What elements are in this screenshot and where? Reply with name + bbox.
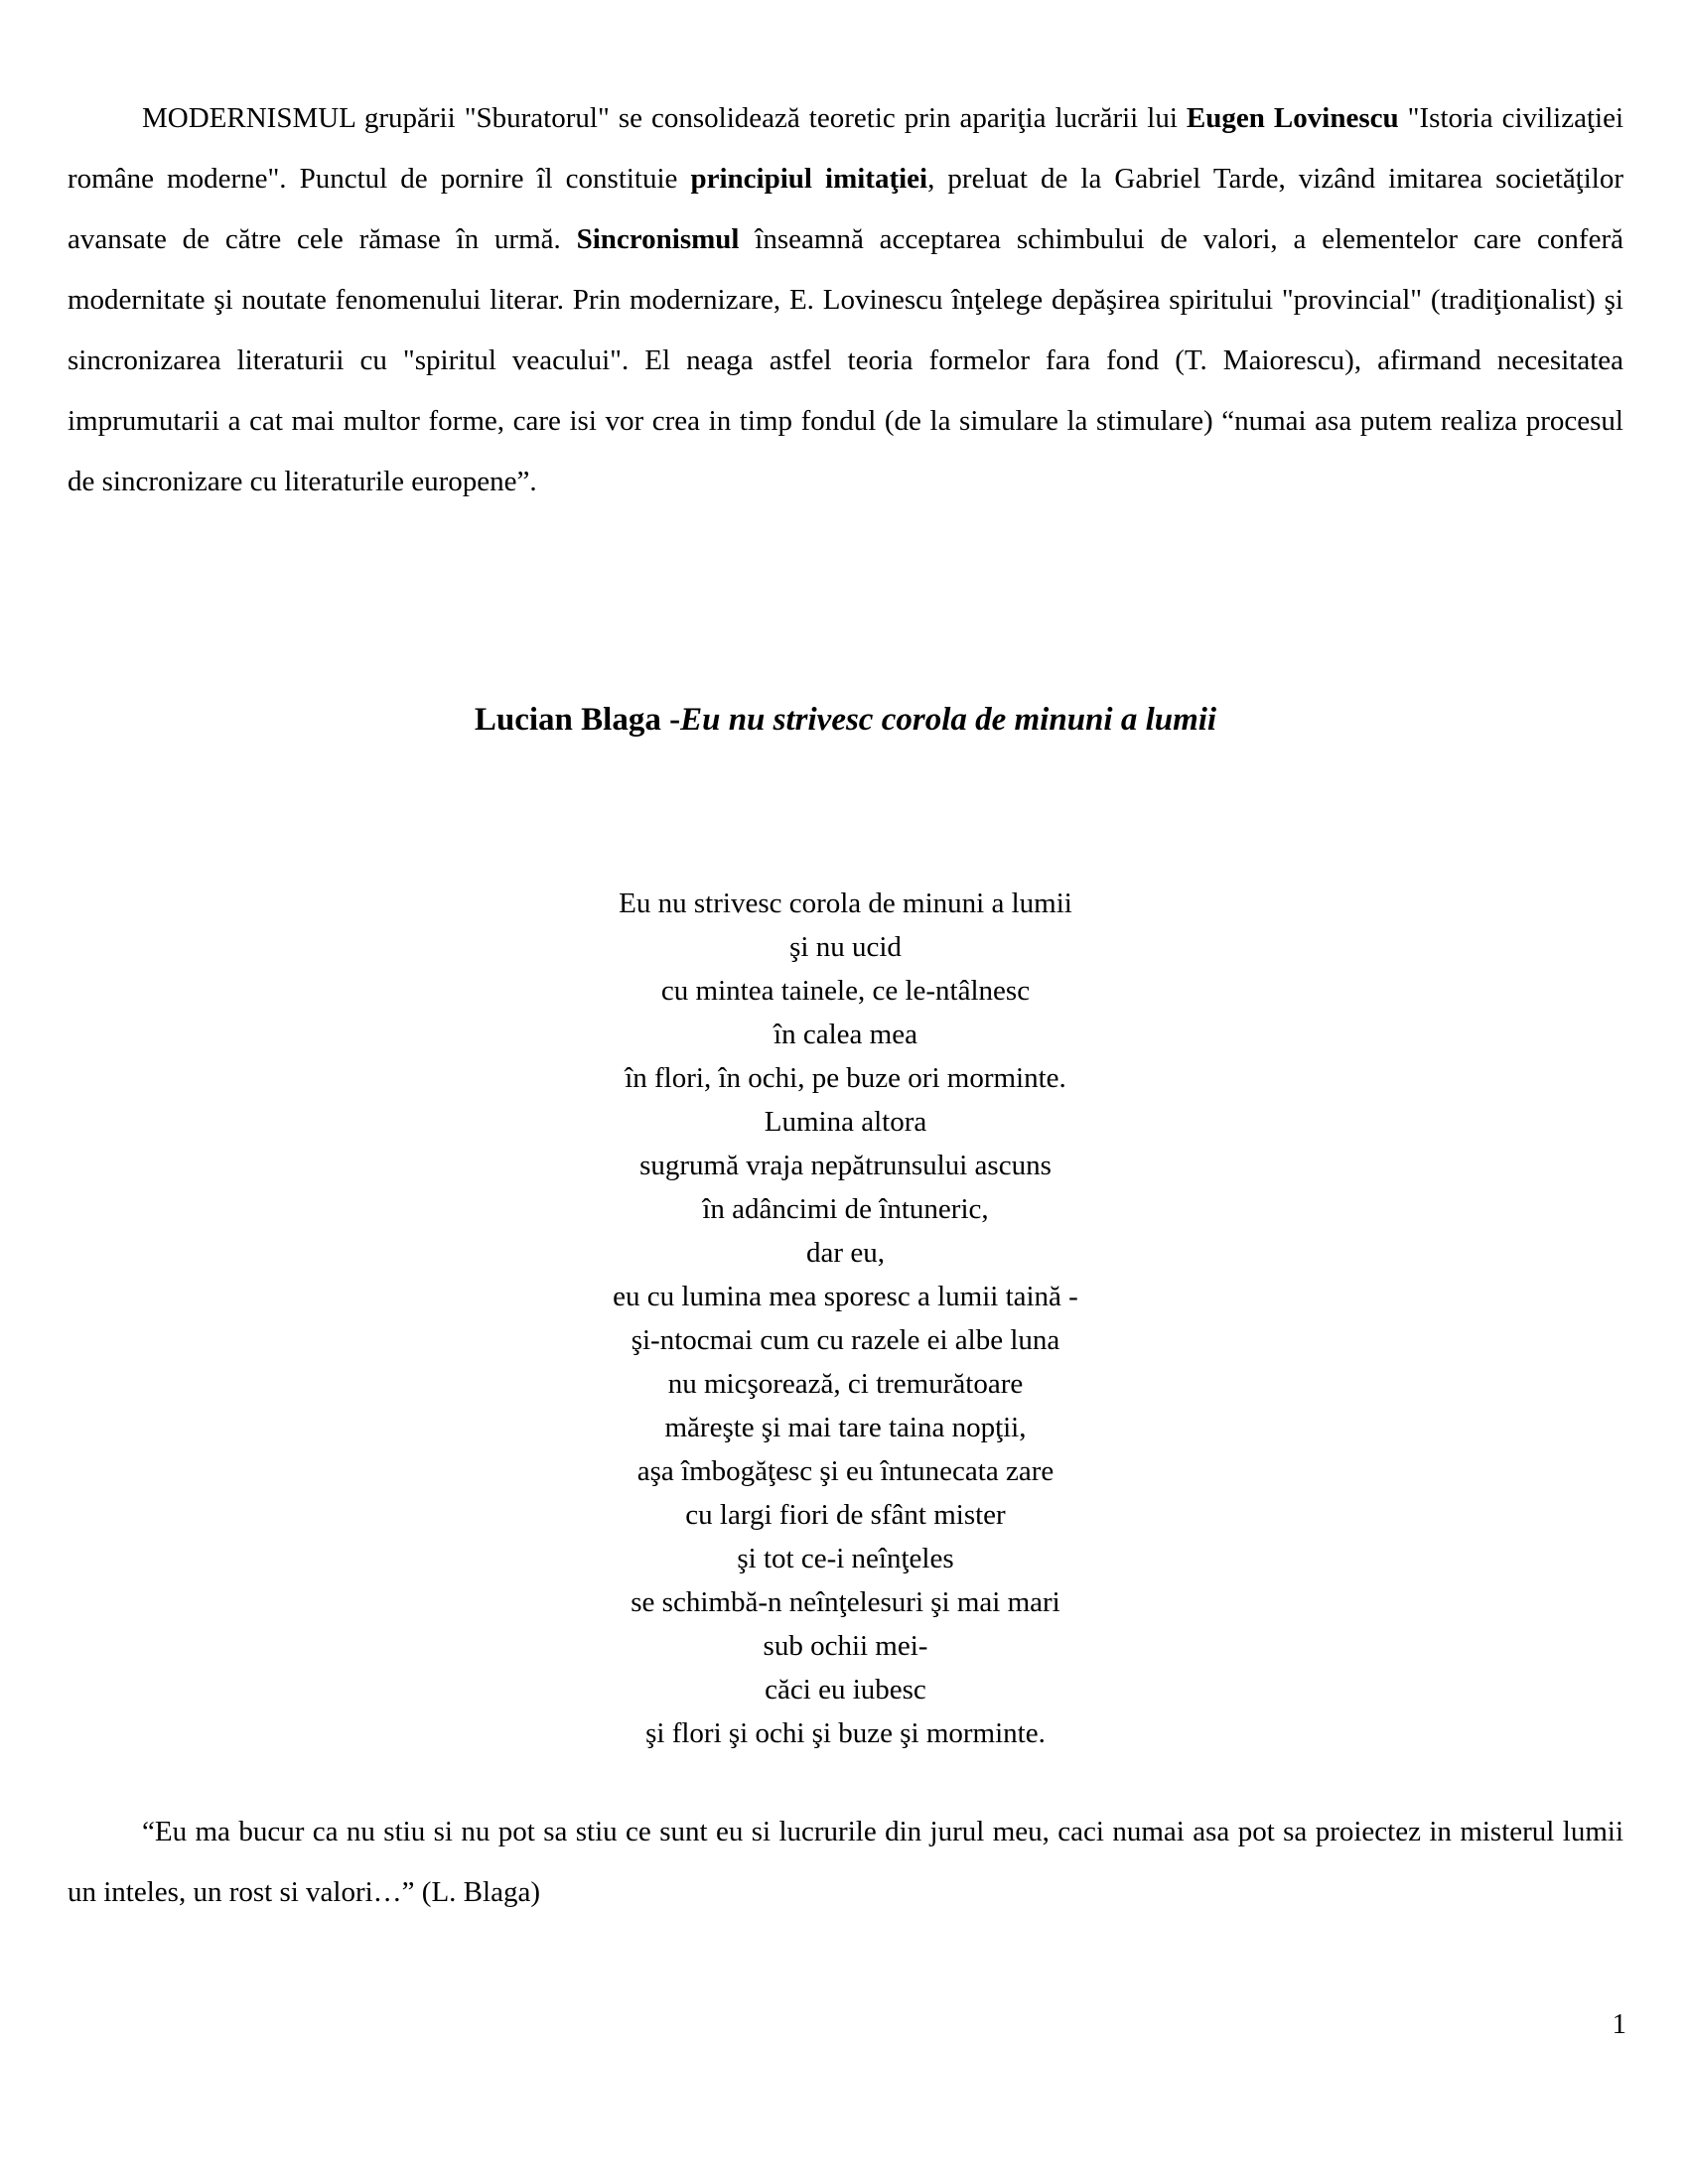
intro-paragraph [68,88,1623,512]
poem-line: cu mintea tainele, ce le-ntâlnesc [660,975,1031,1007]
intro-bold-run: principiul imitaţiei [690,163,928,195]
poem-line: eu cu lumina mea sporesc a lumii taină - [613,1281,1078,1312]
page-number: 1 [1612,2008,1626,2040]
poem-line: Eu nu strivesc corola de minuni a lumii [619,887,1072,919]
poem-line: în flori, în ochi, pe buze ori morminte. [625,1062,1066,1094]
poem-line: şi flori şi ochi şi buze şi morminte. [645,1717,1046,1749]
intro-text-run: MODERNISMUL grupării "Sburatorul" se consolidează teoretic prin apariţia lucrării lui [142,102,1187,134]
heading-title: Eu nu strivesc corola de minuni a lumii [680,702,1217,738]
poem-line: se schimbă-n neînţelesuri şi mai mari [631,1586,1060,1618]
intro-text-run: "Istoria civilizaţiei române moderne". Punctul de pornire îl constituie [68,102,1624,195]
poem-line: în adâncimi de întuneric, [702,1193,989,1225]
poem-line: sugrumă vraja nepătrunsului ascuns [639,1150,1052,1181]
intro-bold-run: Sincronismul [576,223,740,255]
quote-paragraph: “Eu ma bucur ca nu stiu si nu pot sa stiu ce sunt eu si lucrurile din jurul meu, caci numai asa pot sa proiectez in misterul lumii un inteles, un rost si valori…” (L. Blaga) [68,1816,1623,1908]
poem-line: aşa îmbogăţesc şi eu întunecata zare [636,1455,1055,1487]
section-heading [68,698,1623,742]
poem [68,882,1623,1755]
intro-bold-run: Eugen Lovinescu [1186,102,1399,134]
poem-line: dar eu, [806,1237,885,1269]
intro-text-run: înseamnă acceptarea schimbului de valori, a elementelor care conferă modernitate şi noutate fenomenului literar. Prin modernizare, E. Lovinescu înţelege depăşirea spiritului "provincial" (tradiţionalist) şi sincronizarea literaturii cu "spiritul veacului". El neaga astfel teoria formelor fara fond (T. Maiorescu), afirmand necesitatea imprumutarii a cat mai multor forme, care isi vor crea in timp fondul (de la simulare la stimulare) “numai asa putem realiza procesul de sincronizare cu literaturile europene”. [68,223,1623,497]
poem-line: şi tot ce-i neînţeles [737,1543,954,1574]
intro-text-run: , preluat de la Gabriel Tarde, vizând imitarea societăţilor avansate de către cele rămase în urmă. [68,163,1624,255]
poem-line: căci eu iubesc [765,1674,926,1706]
poem-line: Lumina altora [764,1106,927,1138]
poem-line: în calea mea [774,1019,917,1050]
poem-line: sub ochii mei- [763,1630,928,1662]
poem-line: şi-ntocmai cum cu razele ei albe luna [631,1324,1060,1356]
heading-author: Lucian Blaga - [474,702,681,738]
poem-line: cu largi fiori de sfânt mister [685,1499,1006,1531]
poem-line: măreşte şi mai tare taina nopţii, [664,1412,1027,1443]
poem-line: şi nu ucid [789,931,902,963]
poem-line: nu micşorează, ci tremurătoare [667,1368,1024,1400]
